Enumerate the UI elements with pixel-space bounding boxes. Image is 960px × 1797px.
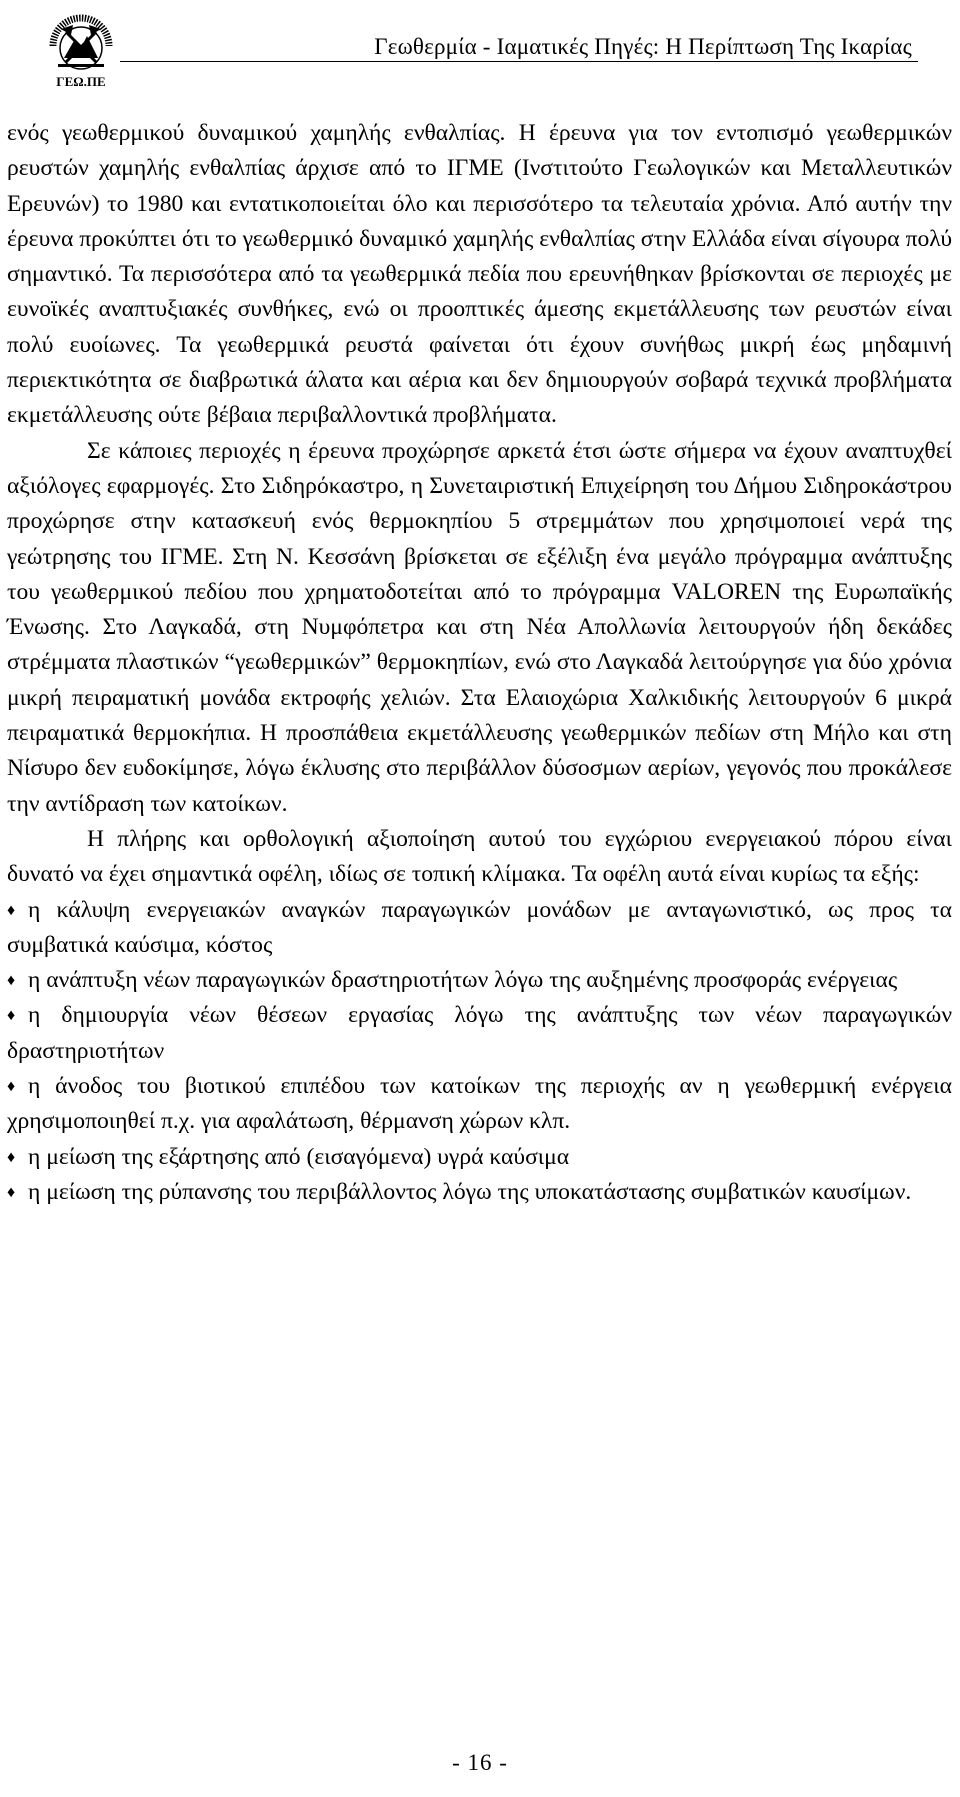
page-number: - 16 -	[452, 1750, 508, 1775]
bullet-text: η μείωση της ρύπανσης του περιβάλλοντος λόγω της υποκατάστασης συμβατικών καυσίμων.	[28, 1178, 912, 1205]
bullet-item	[7, 998, 952, 1069]
bullet-item	[7, 1175, 952, 1210]
bullet-item	[7, 1069, 952, 1140]
header-title: Γεωθερμία - Ιαματικές Πηγές: Η Περίπτωση Της Ικαρίας	[374, 34, 912, 59]
bullet-item	[7, 1140, 952, 1175]
bullet-text: η κάλυψη ενεργειακών αναγκών παραγωγικών μονάδων με ανταγωνιστικό, ως προς τα συμβατικά καύσιμα, κόστος	[7, 896, 952, 958]
diamond-bullet-icon: ♦	[7, 1183, 16, 1201]
bullet-item	[7, 963, 952, 998]
diamond-bullet-icon: ♦	[7, 1078, 16, 1096]
paragraph: ενός γεωθερμικού δυναμικού χαμηλής ενθαλπίας. Η έρευνα για τον εντοπισμό γεωθερμικών ρευστών χαμηλής ενθαλπίας άρχισε από το ΙΓΜΕ (Ινστιτούτο Γεωλογικών και Μεταλλευτικών Ερευνών) το 1980 και εντατικοποιείται όλο και περισσότερο τα τελευταία χρόνια. Από αυτήν την έρευνα προκύπτει ότι το γεωθερμικό δυναμικό χαμηλής ενθαλπίας στην Ελλάδα είναι σίγουρα πολύ σημαντικό. Τα περισσότερα από τα γεωθερμικά πεδία που ερευνήθηκαν βρίσκονται σε περιοχές με ευνοϊκές αναπτυξιακές συνθήκες, ενώ οι προοπτικές άμεσης εκμετάλλευσης των ρευστών είναι πολύ ευοίωνες. Τα γεωθερμικά ρευστά φαίνεται ότι έχουν συνήθως μικρή έως μηδαμινή περιεκτικότητα σε διαβρωτικά άλατα και αέρια και δεν δημιουργούν σοβαρά τεχνικά προβλήματα εκμετάλλευσης ούτε βέβαια περιβαλλοντικά προβλήματα.	[7, 120, 952, 429]
document-body	[7, 116, 952, 1210]
bullet-text: η ανάπτυξη νέων παραγωγικών δραστηριοτήτων λόγω της αυξημένης προσφοράς ενέργειας	[28, 967, 898, 994]
diamond-bullet-icon: ♦	[7, 1007, 16, 1025]
diamond-bullet-icon: ♦	[7, 972, 16, 990]
svg-text:ΓΕΩ.ΠΕ: ΓΕΩ.ΠΕ	[56, 74, 106, 89]
bullet-item	[7, 893, 952, 964]
bullet-text: η μείωση της εξάρτησης από (εισαγόμενα) υγρά καύσιμα	[28, 1143, 570, 1170]
diamond-bullet-icon: ♦	[7, 1148, 16, 1166]
bullet-text: η δημιουργία νέων θέσεων εργασίας λόγω της ανάπτυξης των νέων παραγωγικών δραστηριοτήτων	[7, 1002, 952, 1064]
header-rule	[120, 61, 918, 62]
organization-logo	[44, 6, 118, 92]
page-header	[0, 0, 960, 100]
paragraph: Σε κάποιες περιοχές η έρευνα προχώρησε αρκετά έτσι ώστε σήμερα να έχουν αναπτυχθεί αξιόλογες εφαρμογές. Στο Σιδηρόκαστρο, η Συνεταιριστική Επιχείρηση του Δήμου Σιδηροκάστρου προχώρησε στην κατασκευή ενός θερμοκηπίου 5 στρεμμάτων που χρησιμοποιεί νερά της γεώτρησης του ΙΓΜΕ. Στη Ν. Κεσσάνη βρίσκεται σε εξέλιξη ένα μεγάλο πρόγραμμα ανάπτυξης του γεωθερμικού πεδίου που χρηματοδοτείται από το πρόγραμμα VALOREN της Ευρωπαϊκής Ένωσης. Στο Λαγκαδά, στη Νυμφόπετρα και στη Νέα Απολλωνία λειτουργούν ήδη δεκάδες στρέμματα πλαστικών “γεωθερμικών” θερμοκηπίων, ενώ στο Λαγκαδά λειτούργησε για δύο χρόνια μικρή πειραματική μονάδα εκτροφής χελιών. Στα Ελαιοχώρια Χαλκιδικής λειτουργούν 6 μικρά πειραματικά θερμοκήπια. Η προσπάθεια εκμετάλλευσης γεωθερμικών πεδίων στη Μήλο και στη Νίσυρο δεν ευδοκίμησε, λόγω έκλυσης στο περιβάλλον δύσοσμων αερίων, γεγονός που προκάλεσε την αντίδραση των κατοίκων.	[7, 437, 952, 817]
diamond-bullet-icon: ♦	[7, 901, 16, 919]
paragraph: Η πλήρης και ορθολογική αξιοποίηση αυτού του εγχώριου ενεργειακού πόρου είναι δυνατό να έχει σημαντικά οφέλη, ιδίως σε τοπική κλίμακα. Τα οφέλη αυτά είναι κυρίως τα εξής:	[7, 825, 952, 888]
bullet-text: η άνοδος του βιοτικού επιπέδου των κατοίκων της περιοχής αν η γεωθερμική ενέργεια χρησιμοποιηθεί π.χ. για αφαλάτωση, θέρμανση χώρων κλπ.	[7, 1073, 952, 1135]
